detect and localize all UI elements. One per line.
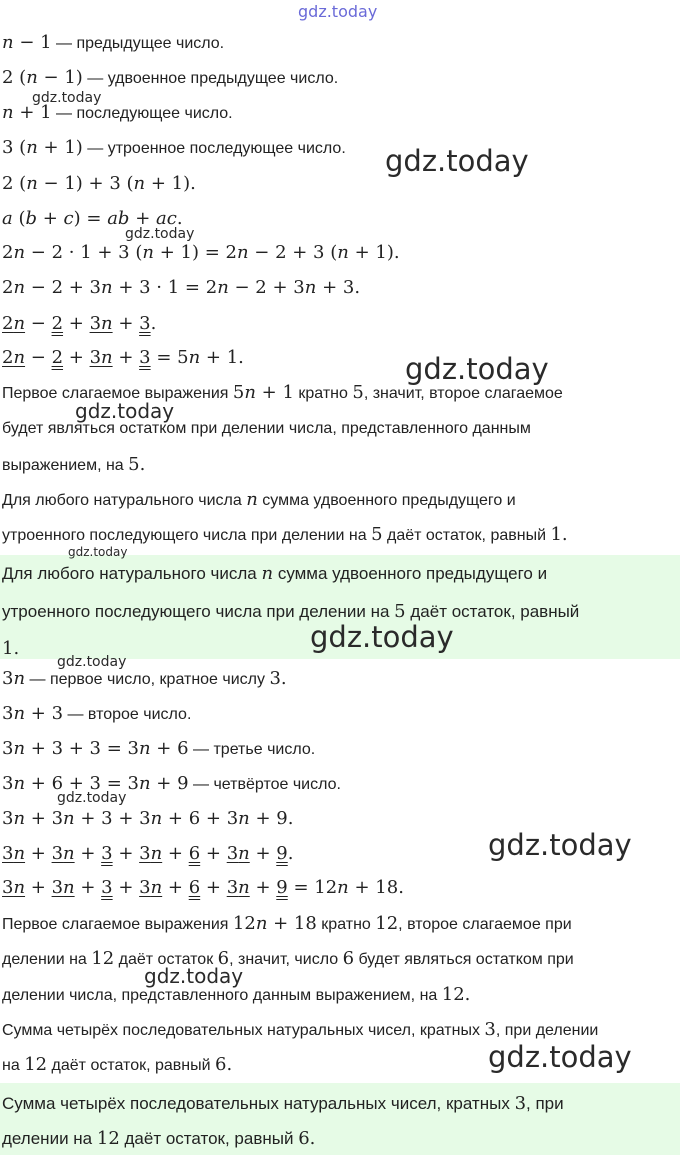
line-second-number: 3n + 3 — второе число. [2, 703, 192, 724]
watermark: gdz.today [57, 790, 127, 806]
watermark: gdz.today [75, 399, 175, 423]
formula-sum-2: 3n + 3n + 3 + 3n + 6 + 3n + 9. [2, 808, 294, 829]
watermark: gdz.today [488, 1040, 632, 1074]
formula-step-3: 2n − 2 + 3n + 3. [2, 313, 157, 334]
line-double-prev: 2 (n − 1) — удвоенное предыдущее число. [2, 67, 339, 88]
line-next-number: n + 1 — последующее число. [2, 102, 233, 123]
explanation-2-line-3: делении числа, представленного данным выражением, на 12. [2, 984, 471, 1005]
line-prev-number: n − 1 — предыдущее число. [2, 32, 225, 53]
explanation-1-line-2: будет являться остатком при делении числа, представленного данным [2, 420, 531, 437]
explanation-1-line-1: Первое слагаемое выражения 5n + 1 кратно 5, значит, второе слагаемое [2, 382, 563, 403]
formula-step-2: 2n − 2 + 3n + 3 · 1 = 2n − 2 + 3n + 3. [2, 277, 361, 298]
watermark: gdz.today [298, 2, 378, 21]
watermark: gdz.today [488, 828, 632, 862]
answer-2-line-1: Сумма четырёх последовательных натуральных чисел, кратных 3, при [2, 1093, 564, 1114]
watermark: gdz.today [310, 620, 454, 654]
formula-step-1: 2n − 2 · 1 + 3 (n + 1) = 2n − 2 + 3 (n + 1). [2, 242, 400, 263]
watermark: gdz.today [405, 352, 549, 386]
formula-sum: 2 (n − 1) + 3 (n + 1). [2, 173, 196, 194]
explanation-2-line-2: делении на 12 даёт остаток 6, значит, число 6 будет являться остатком при [2, 948, 574, 969]
answer-1-line-1: Для любого натурального числа n сумма удвоенного предыдущего и [2, 563, 548, 584]
formula-step-6: 3n + 3n + 3 + 3n + 6 + 3n + 9 = 12n + 18. [2, 877, 404, 898]
watermark: gdz.today [68, 545, 128, 559]
line-first-multiple: 3n — первое число, кратное числу 3. [2, 668, 287, 689]
explanation-2-line-1: Первое слагаемое выражения 12n + 18 кратно 12, второе слагаемое при [2, 913, 572, 934]
formula-step-5: 3n + 3n + 3 + 3n + 6 + 3n + 9. [2, 843, 294, 864]
answer-1-line-2: утроенного последующего числа при делении на 5 даёт остаток, равный [2, 601, 580, 622]
answer-2-line-2: делении на 12 даёт остаток, равный 6. [2, 1128, 316, 1149]
conclusion-2-line-2: на 12 даёт остаток, равный 6. [2, 1054, 233, 1075]
conclusion-1-line-2: утроенного последующего числа при делении на 5 даёт остаток, равный 1. [2, 524, 568, 545]
line-third-number: 3n + 3 + 3 = 3n + 6 — третье число. [2, 738, 316, 759]
watermark: gdz.today [144, 964, 244, 988]
line-fourth-number: 3n + 6 + 3 = 3n + 9 — четвёртое число. [2, 773, 341, 794]
watermark: gdz.today [57, 654, 127, 670]
watermark: gdz.today [32, 90, 102, 106]
explanation-1-line-3: выражением, на 5. [2, 454, 146, 475]
formula-distributive: a (b + c) = ab + ac. [2, 208, 183, 229]
conclusion-1-line-1: Для любого натурального числа n сумма удвоенного предыдущего и [2, 489, 516, 510]
watermark: gdz.today [385, 144, 529, 178]
formula-step-4: 2n − 2 + 3n + 3 = 5n + 1. [2, 347, 244, 368]
conclusion-2-line-1: Сумма четырёх последовательных натуральных чисел, кратных 3, при делении [2, 1019, 599, 1040]
watermark: gdz.today [125, 226, 195, 242]
line-triple-next: 3 (n + 1) — утроенное последующее число. [2, 137, 346, 158]
answer-1-line-3: 1. [2, 638, 20, 659]
